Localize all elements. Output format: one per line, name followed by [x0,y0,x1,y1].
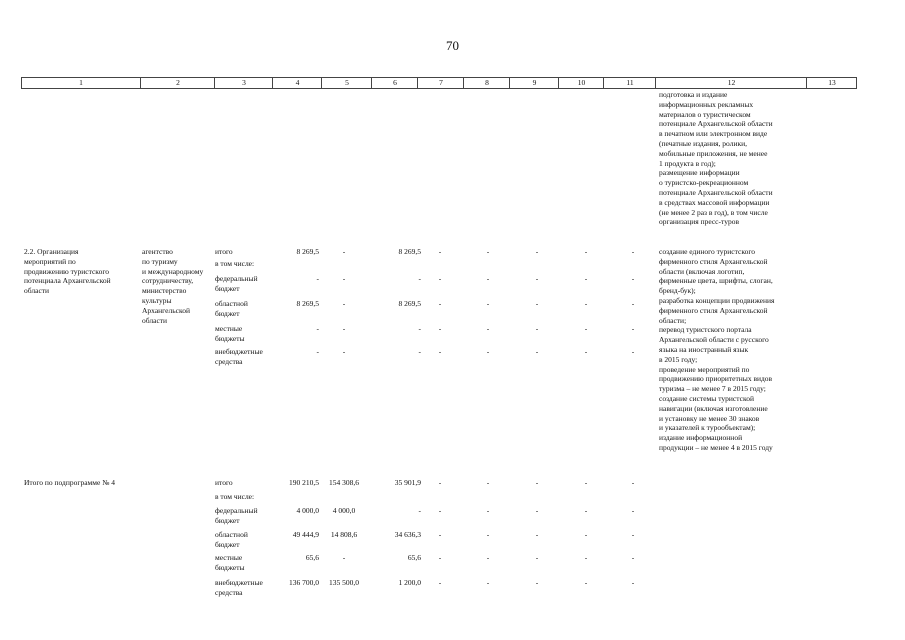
section_22-row-5-c10: - [584,347,588,356]
section_22-row-5-source: внебюджетные средства [215,347,263,366]
total-row-5-c6: 1 200,0 [398,578,421,587]
total-row-3-c11: - [631,530,635,539]
total-row-4-c7: - [438,553,442,562]
total-row-2-c6: - [418,506,421,515]
total-row-3-c9: - [535,530,539,539]
section_22-row-5-c5: - [342,347,346,356]
total-row-3-c7: - [438,530,442,539]
total-row-4-c6: 65,6 [407,553,421,562]
header-cell-13: 13 [806,78,857,88]
header-cell-4: 4 [272,78,322,88]
total-row-4-c11: - [631,553,635,562]
section_22-row-3-c8: - [486,299,490,308]
total-row-2-c4: 4 000,0 [296,506,319,515]
header-cell-3: 3 [214,78,273,88]
total-row-5-c7: - [438,578,442,587]
section_22-row-3-source: областной бюджет [215,299,248,318]
total-row-3-c6: 34 636,3 [394,530,421,539]
total-row-0-c7: - [438,478,442,487]
section_22-row-0-c4: 8 269,5 [296,247,319,256]
total-row-0-source: итого [215,478,233,487]
total-row-2-c10: - [584,506,588,515]
section_22-row-5-c6: - [418,347,421,356]
total-row-5-source: внебюджетные средства [215,578,263,597]
section_22-row-3-c4: 8 269,5 [296,299,319,308]
section_22-row-4-c9: - [535,324,539,333]
total-row-4-c8: - [486,553,490,562]
section_22-row-0-c10: - [584,247,588,256]
total-row-5-c8: - [486,578,490,587]
total-row-0-c8: - [486,478,490,487]
activity-executor: агентство по туризму и международному сотрудничеству, министерство культуры Архангельской области [142,247,204,325]
total-row-2-c7: - [438,506,442,515]
total-row-0-c9: - [535,478,539,487]
section_22-row-2-c6: - [418,274,421,283]
section_22-row-2-c9: - [535,274,539,283]
total-row-5-c10: - [584,578,588,587]
section_22-row-0-c6: 8 269,5 [398,247,421,256]
section_22-row-5-c9: - [535,347,539,356]
total-row-0-c5: 154 308,6 [329,478,359,487]
total-row-0-c6: 35 901,9 [394,478,421,487]
total-row-0-c11: - [631,478,635,487]
section_22-row-4-c5: - [342,324,346,333]
total-row-4-c4: 65,6 [305,553,319,562]
total-row-5-c5: 135 500,0 [329,578,359,587]
section_22-row-3-c9: - [535,299,539,308]
header-cell-12: 12 [655,78,807,88]
section_22-row-4-c6: - [418,324,421,333]
total-row-4-source: местные бюджеты [215,553,245,572]
section_22-row-3-c11: - [631,299,635,308]
section_22-row-5-c7: - [438,347,442,356]
total-row-4-c5: - [342,553,346,562]
header-cell-9: 9 [509,78,559,88]
header-cell-6: 6 [371,78,418,88]
section_22-row-1-source: в том числе: [215,259,255,268]
header-cell-2: 2 [140,78,215,88]
total-row-2-c8: - [486,506,490,515]
total-row-0-c4: 190 210,5 [289,478,319,487]
total-row-5-c9: - [535,578,539,587]
total-row-name: Итого по подпрограмме № 4 [24,478,116,487]
total-row-2-c11: - [631,506,635,515]
section_22-row-0-c5: - [342,247,346,256]
section_22-row-2-c10: - [584,274,588,283]
section_22-row-2-c8: - [486,274,490,283]
header-cell-1: 1 [79,78,83,87]
total-row-2-c9: - [535,506,539,515]
column-number-header [21,77,857,89]
total-row-3-source: областной бюджет [215,530,248,549]
section_22-row-3-c10: - [584,299,588,308]
total-row-3-c10: - [584,530,588,539]
section_22-row-2-c5: - [342,274,346,283]
total-row-4-c9: - [535,553,539,562]
total-row-5-c11: - [631,578,635,587]
total-row-2-c5: 4 000,0 [332,506,356,515]
section_22-row-2-c4: - [316,274,319,283]
activity-results-text: создание единого туристского фирменного стиля Архангельской области (включая логотип, фирменные цвета, шрифты, слоган, бренд-бук); разработка концепции продвижения фирменного стиля Архангельской области; перевод туристского портала Архангельской области с русского языка на иностранный язык в 2015 году; проведение мероприятий по продвижению приоритетных видов туризма – не менее 7 в 2015 году; создание системы туристской навигации (включая изготовление и установку не менее 30 знаков и указателей к турообъектам); издание информационной продукции – не менее 4 в 2015 году [659,247,775,452]
section_22-row-0-c8: - [486,247,490,256]
total-row-3-c8: - [486,530,490,539]
total-row-3-c4: 49 444,9 [292,530,319,539]
activity-name: 2.2. Организация мероприятий по продвижению туристского потенциала Архангельской области [24,247,111,296]
section_22-row-2-c7: - [438,274,442,283]
section_22-row-4-c8: - [486,324,490,333]
total-row-2-source: федеральный бюджет [215,506,258,525]
header-cell-7: 7 [417,78,464,88]
section_22-row-5-c11: - [631,347,635,356]
section_22-row-0-source: итого [215,247,233,256]
header-cell-10: 10 [558,78,604,88]
section_22-row-2-c11: - [631,274,635,283]
page-number: 70 [446,38,459,53]
section_22-row-5-c4: - [316,347,319,356]
section_22-row-4-c10: - [584,324,588,333]
section_22-row-0-c7: - [438,247,442,256]
section_22-row-4-source: местные бюджеты [215,324,245,343]
total-row-4-c10: - [584,553,588,562]
section_22-row-4-c4: - [316,324,319,333]
header-cell-5: 5 [321,78,372,88]
header-cell-8: 8 [463,78,510,88]
total-row-3-c5: 14 808,6 [330,530,358,539]
section_22-row-2-source: федеральный бюджет [215,274,258,293]
section_22-row-3-c5: - [342,299,346,308]
section_22-row-3-c7: - [438,299,442,308]
total-row-5-c4: 136 700,0 [289,578,319,587]
total-row-0-c10: - [584,478,588,487]
section_22-row-0-c11: - [631,247,635,256]
continued-results-text: подготовка и издание информационных рекламных материалов о туристическом потенциале Архангельской области в печатном или электронном виде (печатные издания, ролики, мобильные приложения, не менее 1 продукта в год); размещение информации о туристско-рекреационном потенциале Архангельской области в средствах массовой информации (не менее 2 раз в год), в том числе организация пресс-туров [659,90,773,227]
total-row-1-source: в том числе: [215,492,255,501]
section_22-row-0-c9: - [535,247,539,256]
section_22-row-4-c7: - [438,324,442,333]
section_22-row-3-c6: 8 269,5 [398,299,421,308]
header-cell-11: 11 [603,78,656,88]
section_22-row-5-c8: - [486,347,490,356]
section_22-row-4-c11: - [631,324,635,333]
